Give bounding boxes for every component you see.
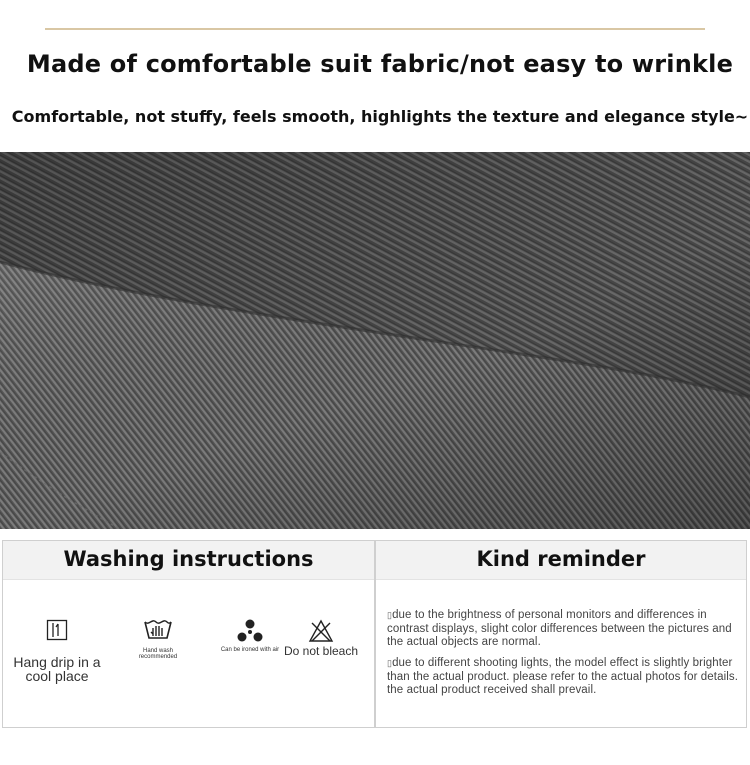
care-item-hand-wash (123, 616, 193, 660)
care-label: Do not bleach (283, 644, 359, 658)
washing-instructions-panel (2, 540, 375, 728)
washing-instructions-title: Washing instructions (3, 541, 374, 580)
no-bleach-icon (271, 619, 371, 643)
care-label: Can be ironed with air (220, 647, 280, 653)
care-item-no-bleach (271, 619, 371, 657)
page-title: Made of comfortable suit fabric/not easy to wrinkle (26, 50, 734, 78)
reminder-note: ▯due to different shooting lights, the model effect is slightly brighter than the actual product. please refer to the actual photos for details. the actual product received shall prevail. (387, 657, 739, 696)
fabric-photo (0, 152, 750, 529)
kind-reminder-panel (375, 540, 747, 728)
hand-wash-icon (123, 616, 193, 642)
page-subtitle: Comfortable, not stuffy, feels smooth, highlights the texture and elegance style~ (11, 107, 749, 126)
care-item-hang-drip (9, 619, 105, 683)
hang-drip-icon (9, 619, 105, 641)
care-label: Hang drip in a cool place (13, 654, 101, 684)
kind-reminder-title: Kind reminder (376, 541, 746, 580)
top-divider (45, 28, 705, 30)
reminder-note: ▯due to the brightness of personal monitors and differences in contrast displays, slight color differences between the pictures and the actual objects are normal. (387, 609, 732, 648)
care-label: Hand wash recommended (138, 648, 178, 660)
